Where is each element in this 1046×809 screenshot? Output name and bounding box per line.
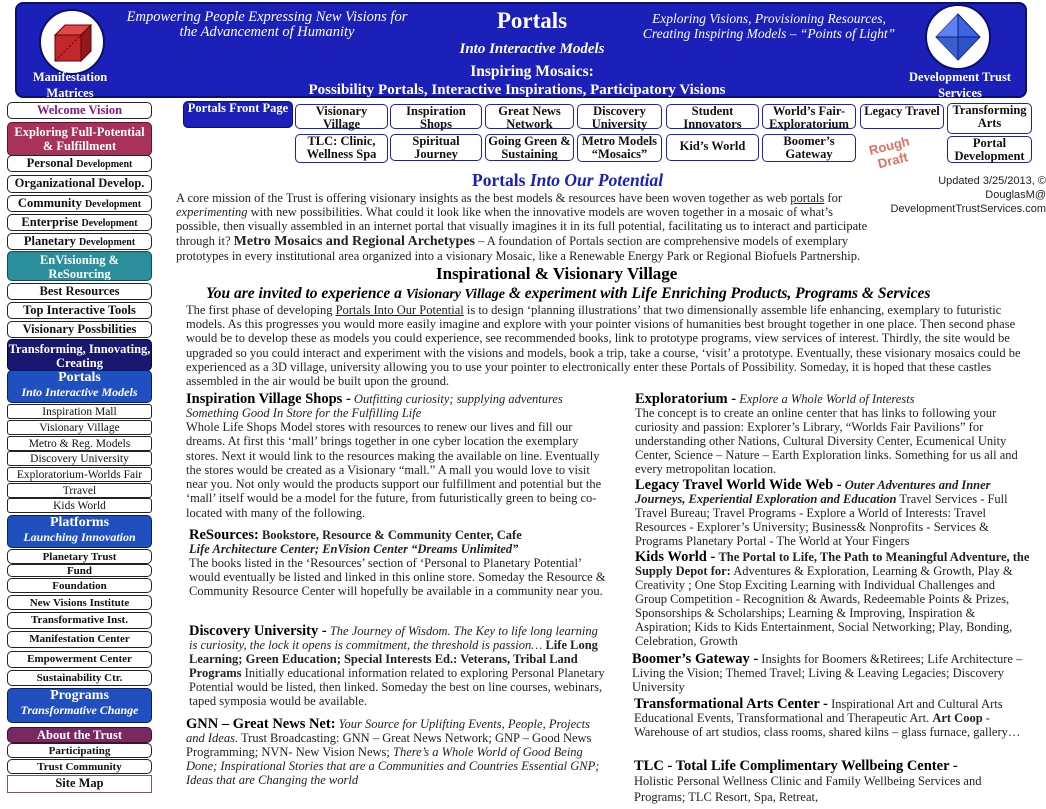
sidebar-item-trust-community[interactable]: Trust Community <box>7 759 152 774</box>
section-body: Insights for Boomers &Retirees; Life Architecture – Living the Vision; Themed Travel; Living & Leaving Legacies; Discovery University <box>632 652 1023 694</box>
section-tagline: The Portal to Life, The Path to Meaningful Adventure, the Supply Depot for: <box>635 550 1030 578</box>
intro-paragraph <box>176 191 876 263</box>
section-body: Trust Broadcasting: GNN – Great News Network; GNP – Good News Programming; NVN- New Vision News; <box>186 731 592 759</box>
sidebar-item-exploratorium[interactable]: Exploratorium-Worlds Fair <box>7 467 152 482</box>
banner-subtitle: Into Interactive Models <box>459 41 605 57</box>
sidebar-item-transforming[interactable]: Transforming, Innovating, Creating <box>7 339 152 371</box>
section-body: The concept is to create an online center that has links to following your curiosity and passion: Explorer’s Library, “Worlds Fair Pavilions” for understanding other Nations, Cultural Diversity Center, Ecumenical Unity Center, Science – Nature – Earth Exploration links. Something for us all and every metropolitan location. <box>635 406 1018 476</box>
section-title: TLC - Total Life Complimentary Wellbeing Center - <box>634 758 958 774</box>
sidebar-item-discovery-university[interactable]: Discovery University <box>7 451 152 466</box>
intro-italic: experimenting <box>176 205 248 220</box>
page-title <box>472 170 663 191</box>
sidebar-item-kids-world[interactable]: Kids World <box>7 498 152 513</box>
banner-title: Portals <box>496 8 568 33</box>
sidebar-item-suffix: Development <box>79 237 136 248</box>
nav-kids-world[interactable]: Kid’s World <box>666 134 759 161</box>
sidebar-section-title: Platforms <box>49 515 110 530</box>
sidebar-item-fund[interactable]: Fund <box>7 564 152 577</box>
section-title: Inspiration Village Shops - <box>186 391 351 407</box>
sidebar-section-subtitle: Transformative Change <box>20 703 139 717</box>
section-body: Whole Life Shops Model stores with resources to renew our lives and fill our dreams. At first this ‘mall’ brings together in one cyber location the exemplary stores. Next it would link to the resources making the available on line. Eventually the stores would be created as a Visionary “mall.” A mall you would love to visit near you. Not only would the products support our fulfillment and potential but the ‘mall’ itself would be a model for the future, from futuristically green to being co-located with many of the following. <box>186 420 602 520</box>
section-resources <box>189 528 607 598</box>
nav-visionary-village[interactable]: Visionary Village <box>295 104 388 129</box>
section-body: Initially educational information related to exploring Personal Planetary Potential would be listed, then linked. Someday the best on line courses, webinars, taped symposia would be available. <box>189 666 605 708</box>
sidebar-section-subtitle: Launching Innovation <box>23 530 136 544</box>
section-kids-world <box>635 550 1030 648</box>
section-title: GNN – Great News Net: <box>186 716 336 732</box>
section-body: Holistic Personal Wellness Clinic and Family Wellbeing Services and Programs; TLC Resort, Spa, Retreat, <box>634 774 982 804</box>
sidebar-item-participating[interactable]: Participating <box>7 743 152 758</box>
sidebar-item-visionary-possibilities[interactable]: Visionary Possbilities <box>7 321 152 338</box>
sidebar-item-suffix: Development <box>81 218 138 229</box>
section-title: Discovery University - <box>189 623 327 639</box>
sidebar-item-new-visions-institute[interactable]: New Visions Institute <box>7 595 152 610</box>
nav-tlc-clinic[interactable]: TLC: Clinic, Wellness Spa <box>295 134 388 163</box>
sidebar-section-title: Portals <box>58 370 101 385</box>
sidebar-item-planetary-trust[interactable]: Planetary Trust <box>7 549 152 564</box>
section-bold: Life Long Learning; Green Education; Special Interests Ed.: Veterans, Tribal Land Programs <box>189 638 598 680</box>
section-inspiration-shops <box>186 392 604 520</box>
nav-discovery-university[interactable]: Discovery University <box>577 104 662 129</box>
tagline-right: Exploring Visions, Provisioning Resources, Creating Inspiring Models – “Points of Light” <box>642 11 896 41</box>
invite-text: You are invited to experience a <box>206 285 402 302</box>
section-body: Travel Services - Full Travel Bureau; Travel Programs - Explore a World of Interests: Travel Resources - Explorer’s University; Business& Nonprofits - Services & Programs Planetary Portal - The World at Your Fingers <box>635 492 1008 548</box>
sidebar-item-site-map[interactable]: Site Map <box>7 775 152 793</box>
sidebar-item-foundation[interactable]: Foundation <box>7 578 152 593</box>
invite-heading <box>206 285 930 303</box>
intro-text: with new possibilities. What could it look like when the innovative models are woven together in a mosaic of what’s possible, then visually assembled in an internet portal that visually imagines it in its full potential, facilitating us to interact and participate through it? <box>176 205 868 248</box>
section-body: Adventures & Exploration, Learning & Growth, Play & Creativity ; One Stop Exciting Learning with Individual Challenges and Group Competition - Recognition & Awards, Redeemable Points & Prizes, Sponsorships & Scholarships; Learning & Improving, Inspiration & Aspiration; Kids to Kids Entertainment, Social Networking; Play, Bonding, Celebration, Growth <box>635 564 1013 648</box>
section-tagline: Life Architecture Center; EnVision Center “Dreams Unlimited” <box>189 542 519 556</box>
nav-transforming-arts[interactable]: Transforming Arts <box>947 103 1032 134</box>
section-tagline: Explore a Whole World of Interests <box>739 392 915 406</box>
village-text: The first phase of developing <box>186 303 333 317</box>
sidebar-item-label: Planetary <box>23 234 76 248</box>
sidebar-item-planetary[interactable] <box>7 233 152 250</box>
section-tail: - Warehouse of art studios, class rooms, shared kilns – glass furnace, gallery… <box>634 711 1021 739</box>
nav-portal-development[interactable]: Portal Development <box>947 136 1032 163</box>
red-cube-icon[interactable] <box>39 9 105 75</box>
page-title-italic: Into Our Potential <box>529 170 664 190</box>
section-exploratorium <box>635 392 1030 476</box>
section-boomers-gateway <box>632 652 1030 694</box>
nav-portals-front-page[interactable]: Portals Front Page <box>183 101 293 128</box>
sidebar-item-programs[interactable] <box>7 688 152 723</box>
section-title-2: Bookstore, Resource & Community Center, Cafe <box>261 528 522 542</box>
sidebar-item-welcome-vision[interactable]: Welcome Vision <box>7 102 152 119</box>
section-tlc <box>634 759 1030 805</box>
intro-text: A core mission of the Trust is offering visionary insights as the best models & resources have been woven together as web <box>176 191 788 205</box>
section-discovery-university <box>189 624 607 708</box>
intro-text: – A foundation of Portals section are comprehensive models of exemplary prototypes in every institutional area organized into a visionary Mosaic, like a Renewable Energy Park or Regional Biofuels Partnership. <box>176 233 861 263</box>
sidebar-section-title: Programs <box>50 688 109 703</box>
section-tail: There’s a Whole World of Good Being Done; Inspirational Stories that are a Communities and Countries Essential GNP; Ideas that are Changing the world <box>186 745 600 787</box>
tagline-left: Empowering People Expressing New Visions for the Advancement of Humanity <box>126 9 408 40</box>
sidebar-item-visionary-village[interactable]: Visionary Village <box>7 420 152 435</box>
section-tagline: Your Source for Uplifting Events, People, Projects and Ideas. <box>186 717 591 745</box>
sidebar-item-suffix: Development <box>76 159 133 170</box>
portals-link[interactable]: portals <box>790 191 825 205</box>
nav-worlds-fair[interactable]: World’s Fair-Exploratorium <box>762 104 856 129</box>
development-trust-label[interactable]: Development Trust Services <box>909 70 1011 100</box>
village-text: is to design ‘planning illustrations’ that two dimensionally assemble life enhancing, exemplary to futuristic models. As this progresses you would more easily imagine and explore with your pointer visions of humanities best brought together in one place. Then second phase would be to develop these as models you could experience, see recommended books, link to prototype programs, view services of interest. Thirdly, the site would be upgraded so you could interact and experiment with the visions and models, book a trip, take a course, ‘visit’ a prototype. Eventually, these visionary mosaics could be experienced as a 3D village, university allowing you to use your pointer to electronically enter these Portals of Possibility. Someday, it is hoped that these castles assembled in the air would be built upon the ground. <box>186 303 1021 389</box>
sidebar-item-portals[interactable] <box>7 370 152 403</box>
nav-going-green[interactable]: Going Green & Sustaining <box>485 134 574 161</box>
sidebar-section-subtitle: Into Interactive Models <box>21 385 138 399</box>
nav-great-news-network[interactable]: Great News Network <box>485 104 574 129</box>
section-title: Exploratorium - <box>635 391 737 407</box>
updated-notice: Updated 3/25/2013, © DouglasM@ DevelopmentTrustServices.com <box>890 175 1046 215</box>
nav-legacy-travel[interactable]: Legacy Travel <box>860 104 944 129</box>
section-title: ReSources: <box>189 527 259 543</box>
manifestation-matrices-label[interactable]: Manifestation Matrices <box>32 70 108 100</box>
sidebar-item-travel[interactable]: Trravel <box>7 483 152 498</box>
village-heading: Inspirational & Visionary Village <box>436 264 678 283</box>
nav-boomers-gateway[interactable]: Boomer’s Gateway <box>762 134 856 162</box>
sidebar-item-organizational[interactable]: Organizational Develop. <box>7 175 152 193</box>
portals-into-potential-link[interactable]: Portals Into Our Potential <box>335 303 464 317</box>
sidebar-item-exploring[interactable]: Exploring Full-Potential & Fulfillment <box>7 122 152 156</box>
nav-inspiration-shops[interactable]: Inspiration Shops <box>390 104 482 129</box>
section-tagline: The Journey of Wisdom. The Key to life long learning is curiosity, the lock it opens is commitment, the threshold is passion… <box>189 624 598 652</box>
invite-village: Visionary Village <box>405 287 505 302</box>
sidebar-item-inspiration-mall[interactable]: Inspiration Mall <box>7 404 152 419</box>
nav-metro-models[interactable]: Metro Models “Mosaics” <box>577 134 662 162</box>
header-banner <box>15 2 1027 98</box>
sidebar-item-transformative-inst[interactable]: Transformative Inst. <box>7 612 152 629</box>
section-transformational-arts <box>634 697 1030 739</box>
section-body: The books listed in the ‘Resources’ section of ‘Personal to Planetary Potential’ would eventually be listed and linked in this online store. Someday the Resource & Community Resource Center will hopefully be available in a community near you. <box>189 556 606 598</box>
sidebar-item-metro-models[interactable]: Metro & Reg. Models <box>7 436 152 451</box>
sidebar-item-empowerment-center[interactable]: Empowerment Center <box>7 651 152 668</box>
sidebar-item-platforms[interactable] <box>7 515 152 548</box>
rough-draft-stamp: Rough Draft <box>867 133 911 172</box>
page-title-main: Portals <box>472 170 526 190</box>
section-legacy-travel <box>635 478 1030 548</box>
sidebar-item-about-trust[interactable]: About the Trust <box>7 727 152 743</box>
nav-student-innovators[interactable]: Student Innovators <box>666 104 759 129</box>
section-title: Legacy Travel World Wide Web - <box>635 477 842 493</box>
sidebar-item-enterprise[interactable] <box>7 214 152 231</box>
sidebar-item-best-resources[interactable]: Best Resources <box>7 283 152 300</box>
sidebar-item-envisioning[interactable]: EnVisioning & ReSourcing <box>7 251 152 281</box>
sidebar-item-manifestation-center[interactable]: Manifestation Center <box>7 631 152 648</box>
nav-spiritual-journey[interactable]: Spiritual Journey <box>390 134 482 161</box>
section-body: Inspirational Art and Cultural Arts Educational Events, Transformational and Therapeutic Art. <box>634 697 1003 725</box>
invite-text: & experiment with Life Enriching Products, Programs & Services <box>508 285 931 302</box>
section-bold: Art Coop <box>932 711 983 725</box>
sidebar-item-personal[interactable] <box>7 155 152 172</box>
sidebar-item-label: Personal <box>26 156 74 170</box>
section-tagline: Outfitting curiosity; supplying adventures Something Good In Store for the Fulfilling Life <box>186 392 563 420</box>
section-tagline: Outer Adventures and Inner Journeys, Experiential Exploration and Education <box>635 478 991 506</box>
intro-text: for <box>827 191 842 205</box>
section-title: Boomer’s Gateway - <box>632 651 759 667</box>
sidebar-item-sustainability-ctr[interactable]: Sustainability Ctr. <box>7 670 152 686</box>
sidebar-item-label: Community <box>17 196 82 210</box>
sidebar-item-label: Enterprise <box>21 215 79 229</box>
banner-subtitle-3: Possibility Portals, Interactive Inspirations, Participatory Visions <box>308 82 726 98</box>
village-paragraph <box>186 303 1036 388</box>
blue-octahedron-icon[interactable] <box>925 4 991 70</box>
intro-bold: Metro Mosaics and Regional Archetypes <box>233 233 475 249</box>
section-gnn <box>186 717 604 787</box>
banner-subtitle-2: Inspiring Mosaics: <box>470 63 594 80</box>
sidebar-item-top-tools[interactable]: Top Interactive Tools <box>7 302 152 319</box>
sidebar-item-community[interactable] <box>7 195 152 212</box>
section-title: Transformational Arts Center - <box>634 696 828 712</box>
section-title: Kids World - <box>635 549 716 565</box>
sidebar-item-suffix: Development <box>84 199 142 210</box>
